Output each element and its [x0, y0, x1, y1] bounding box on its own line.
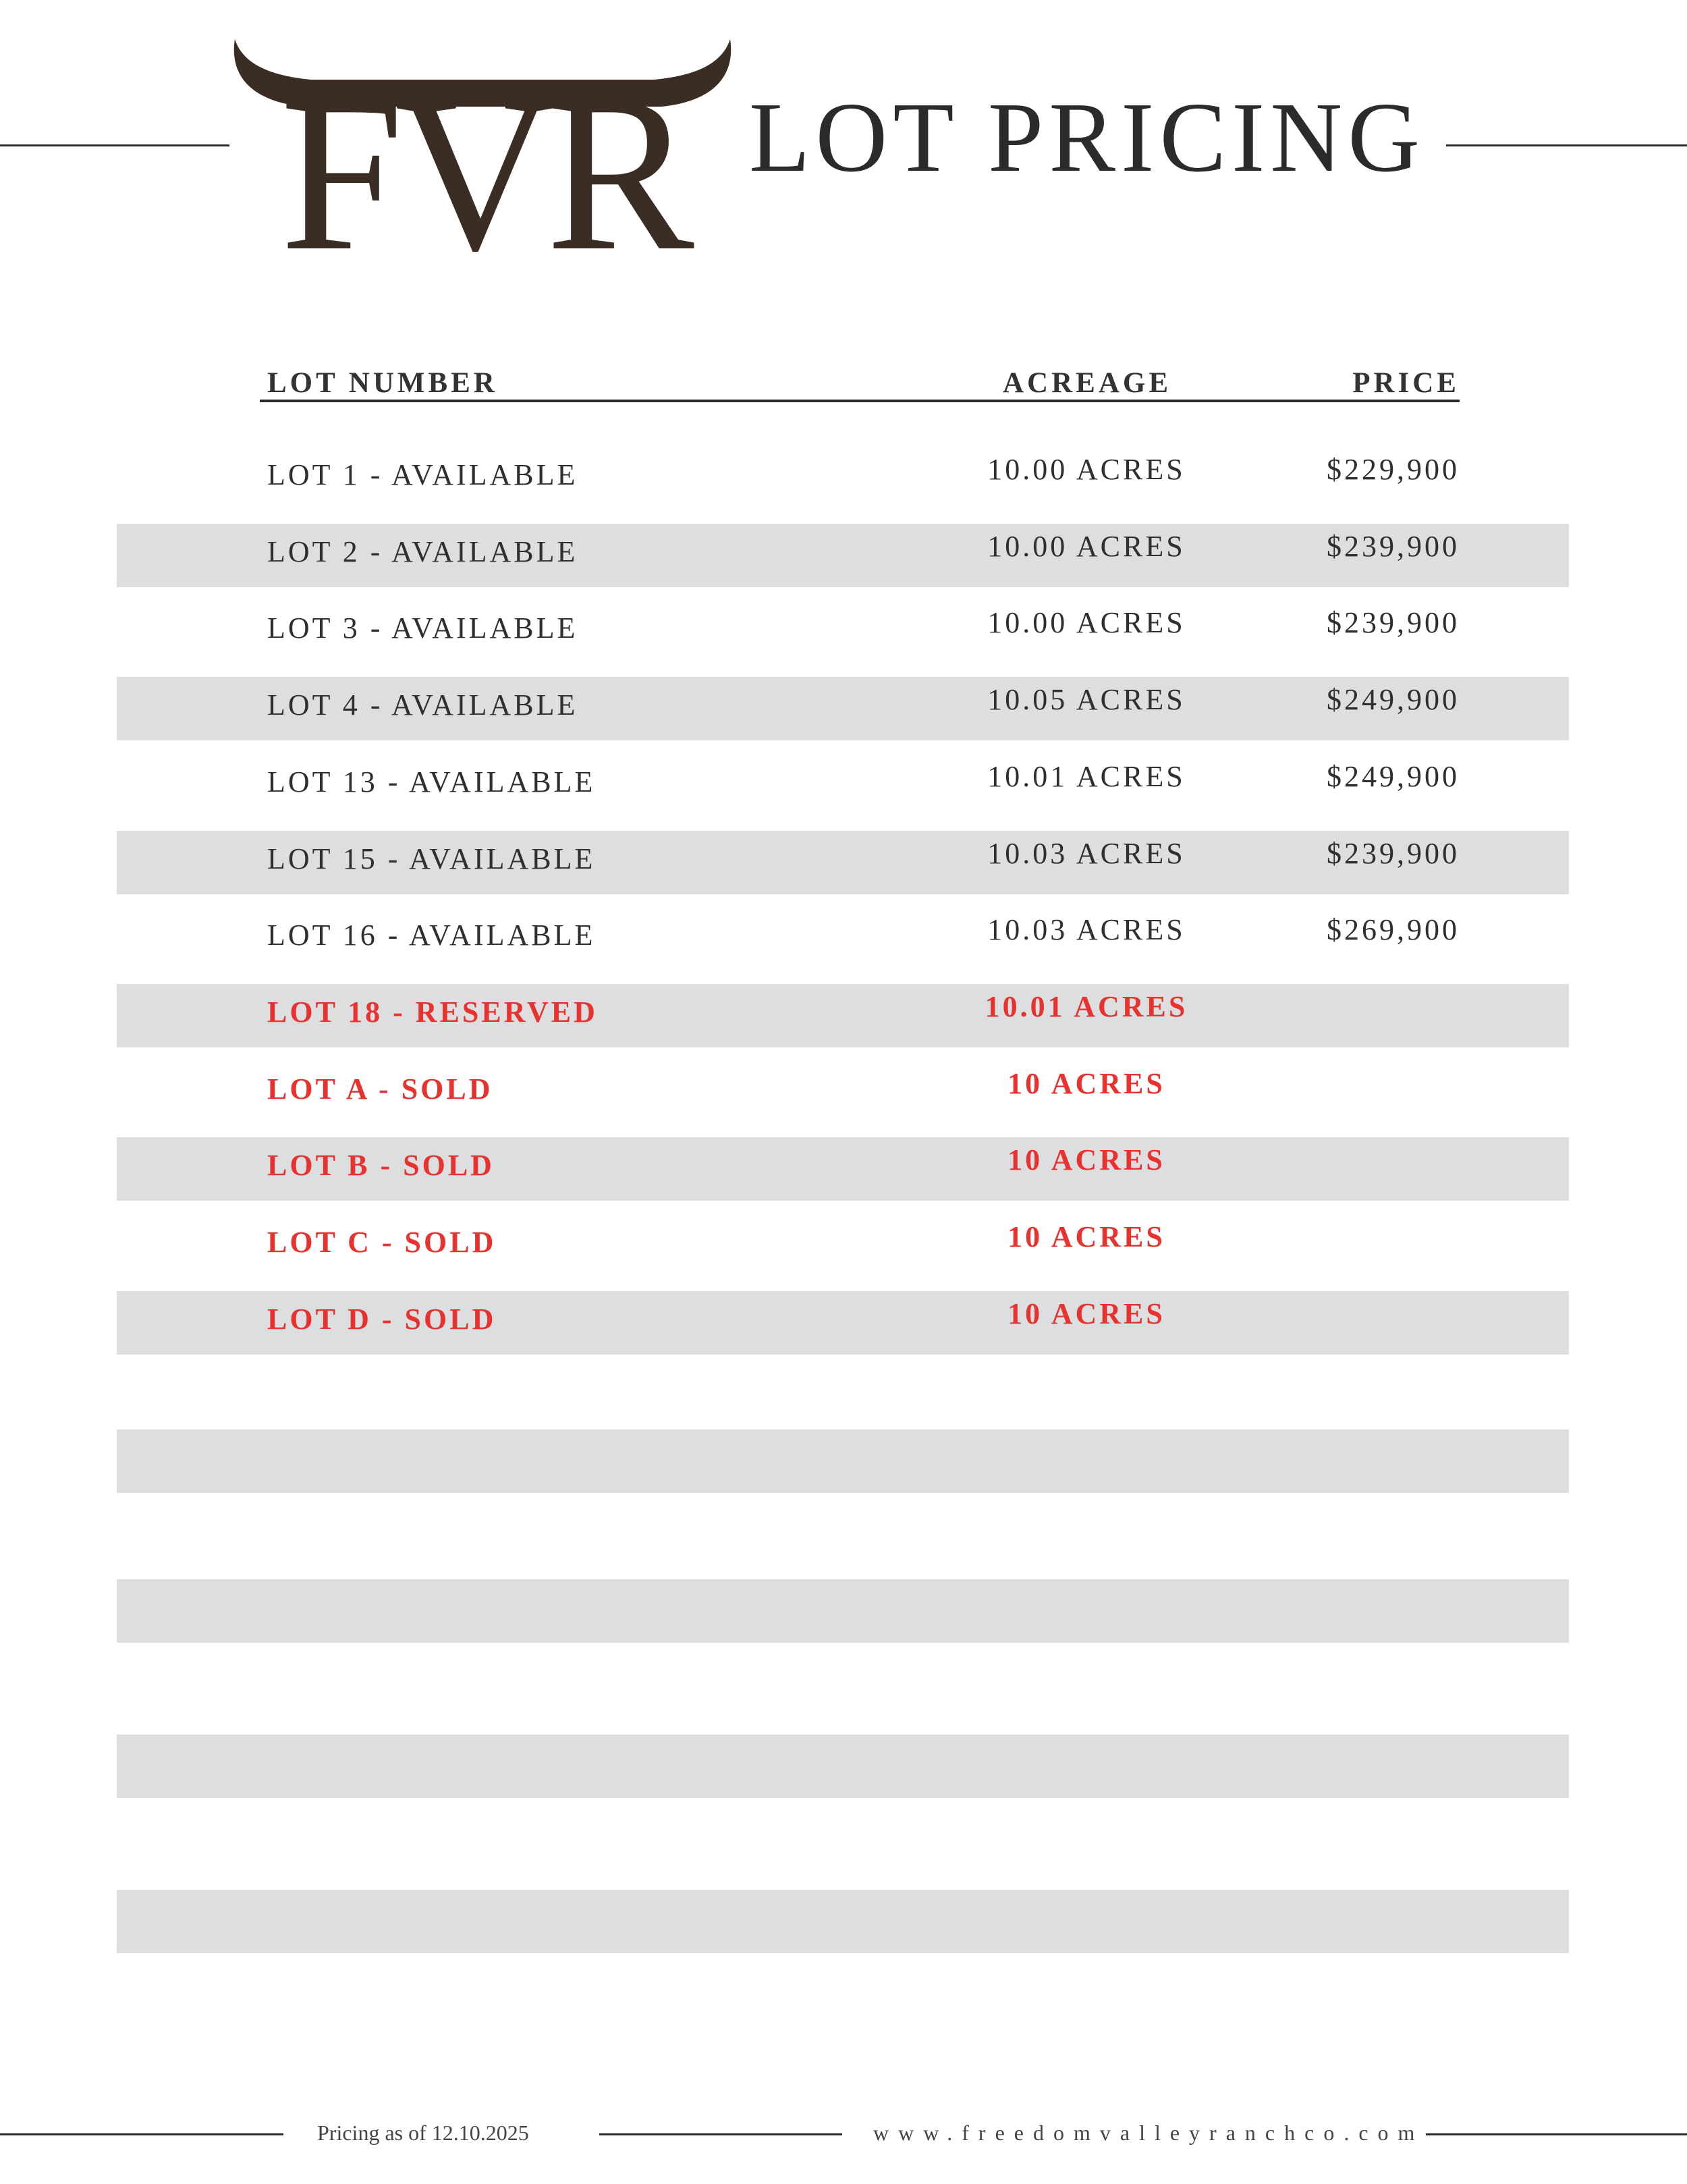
acreage-cell: 10.00 ACRES: [987, 606, 1186, 639]
empty-stripe: [117, 1890, 1569, 1953]
lot-number-cell: LOT 4 - AVAILABLE: [267, 688, 578, 721]
price-cell: $239,900: [1327, 837, 1460, 870]
table-row: [0, 514, 1687, 591]
table-row: [0, 821, 1687, 898]
lot-number-cell: LOT 3 - AVAILABLE: [267, 611, 578, 645]
column-header-acreage: ACREAGE: [1003, 367, 1172, 399]
lot-number-cell: LOT 15 - AVAILABLE: [267, 842, 596, 875]
price-cell: $269,900: [1327, 913, 1460, 946]
website-link[interactable]: www.freedomvalleyranchco.com: [873, 2121, 1425, 2145]
footer-rule-mid: [599, 2133, 842, 2135]
table-row: [0, 898, 1687, 975]
lot-number-cell: LOT 13 - AVAILABLE: [267, 765, 596, 798]
lot-number-cell: LOT 2 - AVAILABLE: [267, 535, 578, 568]
table-row: [0, 667, 1687, 744]
acreage-cell: 10.03 ACRES: [987, 913, 1186, 946]
price-cell: $239,900: [1327, 606, 1460, 639]
empty-stripe: [117, 1429, 1569, 1493]
acreage-cell: 10.01 ACRES: [987, 760, 1186, 793]
acreage-cell: 10 ACRES: [1007, 1143, 1165, 1176]
column-header-price: PRICE: [1352, 367, 1460, 399]
price-cell: $229,900: [1327, 453, 1460, 486]
price-cell: $249,900: [1327, 683, 1460, 716]
acreage-cell: 10.05 ACRES: [987, 683, 1186, 716]
table-row: [0, 1205, 1687, 1282]
acreage-cell: 10.03 ACRES: [987, 837, 1186, 870]
lot-number-cell: LOT 18 - RESERVED: [267, 995, 598, 1029]
table-row: [0, 1052, 1687, 1128]
acreage-cell: 10.00 ACRES: [987, 453, 1186, 486]
lot-number-cell: LOT C - SOLD: [267, 1226, 497, 1259]
lot-number-cell: LOT 1 - AVAILABLE: [267, 458, 578, 491]
table-row: [0, 1282, 1687, 1359]
footer-rule-left: [0, 2133, 283, 2135]
acreage-cell: 10.01 ACRES: [985, 990, 1188, 1023]
table-row: [0, 975, 1687, 1052]
acreage-cell: 10 ACRES: [1007, 1297, 1165, 1330]
empty-stripe: [117, 1579, 1569, 1643]
acreage-cell: 10 ACRES: [1007, 1220, 1165, 1253]
table-row: [0, 591, 1687, 667]
lot-number-cell: LOT 16 - AVAILABLE: [267, 919, 596, 952]
page-title: LOT PRICING: [749, 82, 1426, 193]
table-row: [0, 437, 1687, 514]
price-cell: $249,900: [1327, 760, 1460, 793]
empty-stripe: [117, 1735, 1569, 1798]
lot-number-cell: LOT A - SOLD: [267, 1072, 493, 1105]
table-row: [0, 744, 1687, 821]
table-row: [0, 1128, 1687, 1205]
price-cell: $239,900: [1327, 530, 1460, 563]
acreage-cell: 10 ACRES: [1007, 1067, 1165, 1100]
acreage-cell: 10.00 ACRES: [987, 530, 1186, 563]
lot-number-cell: LOT B - SOLD: [267, 1149, 495, 1182]
column-header-lot-number: LOT NUMBER: [267, 367, 498, 399]
pricing-date: Pricing as of 12.10.2025: [317, 2121, 529, 2145]
lot-number-cell: LOT D - SOLD: [267, 1303, 497, 1336]
footer-rule-right: [1426, 2133, 1687, 2135]
logo-lettering: FVR: [280, 51, 685, 263]
